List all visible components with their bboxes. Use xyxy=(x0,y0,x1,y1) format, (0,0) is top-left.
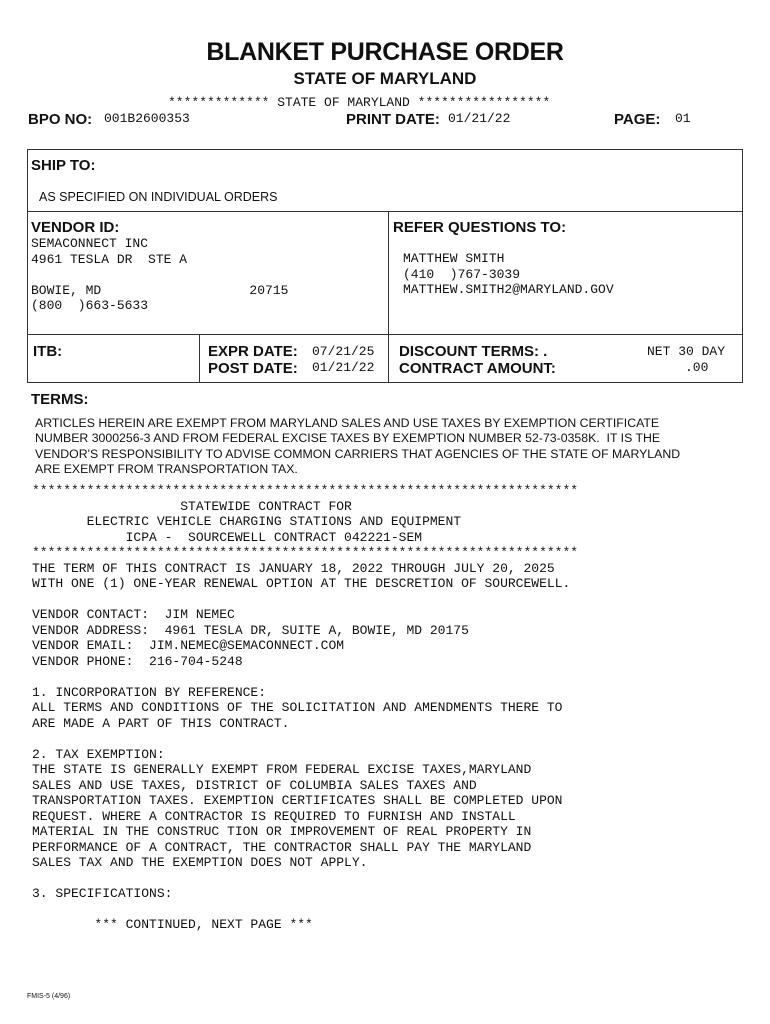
vendor-line: BOWIE, MD 20715 xyxy=(31,282,289,298)
divider-vertical-itb xyxy=(199,334,200,383)
post-date-value: 01/21/22 xyxy=(312,360,375,375)
itb-label: ITB: xyxy=(33,343,63,360)
terms-text: ARTICLES HEREIN ARE EXEMPT FROM MARYLAND SALES AND USE TAXES BY EXEMPTION CERTIFICATE NUMBER 3000256-3 AND FROM FEDERAL EXCISE TAXES BY EXEMPTION NUMBER 52-73-0358K. IT IS THE VENDOR'S RESPONSIBILITY TO ADVISE COMMON CARRIERS THAT AGENCIES OF THE STATE OF MARYLAND ARE EXEMPT FROM TRANSPORTATION TAX. xyxy=(35,416,681,476)
refer-line: MATTHEW.SMITH2@MARYLAND.GOV xyxy=(403,282,614,297)
document-subtitle: STATE OF MARYLAND xyxy=(293,69,477,88)
divider-shipto xyxy=(27,211,743,212)
page-value: 01 xyxy=(675,111,691,126)
expr-date-label: EXPR DATE: xyxy=(208,343,298,360)
terms-label: TERMS: xyxy=(31,391,89,408)
ship-to-value: AS SPECIFIED ON INDIVIDUAL ORDERS xyxy=(39,190,278,204)
print-date-label: PRINT DATE: xyxy=(346,111,440,128)
refer-questions-label: REFER QUESTIONS TO: xyxy=(393,219,567,236)
ship-to-label: SHIP TO: xyxy=(31,157,96,174)
vendor-line: SEMACONNECT INC xyxy=(31,236,149,251)
vendor-id-label: VENDOR ID: xyxy=(31,219,120,236)
vendor-line: (800 )663-5633 xyxy=(31,298,149,313)
bpo-number-label: BPO NO: xyxy=(28,111,93,128)
contract-body-text: ********************************************************************** STATEWIDE CONTRACT FOR ELECTRIC VEHICLE CHARGING STATIONS AND EQUIPMENT ICPA - SOURCEWELL CONTRACT 042221-SEM ********************************************************************** THE TERM OF THIS CONTRACT IS JANUARY 18, 2022 THROUGH JULY 20, 2025 WITH ONE (1) ONE-YEAR RENEWAL OPTION AT THE DESCRETION OF SOURCEWELL. VENDOR CONTACT: JIM NEMEC VENDOR ADDRESS: 4961 TESLA DR, SUITE A, BOWIE, MD 20175 VENDOR EMAIL: JIM.NEMEC@SEMACONNECT.COM VENDOR PHONE: 216-704-5248 1. INCORPORATION BY REFERENCE: ALL TERMS AND CONDITIONS OF THE SOLICITATION AND AMENDMENTS THERE TO ARE MADE A PART OF THIS CONTRACT. 2. TAX EXEMPTION: THE STATE IS GENERALLY EXEMPT FROM FEDERAL EXCISE TAXES,MARYLAND SALES AND USE TAXES, DISTRICT OF COLUMBIA SALES TAXES AND TRANSPORTATION TAXES. EXEMPTION CERTIFICATES SHALL BE COMPLETED UPON REQUEST. WHERE A CONTRACTOR IS REQUIRED TO FURNISH AND INSTALL MATERIAL IN THE CONSTRUC TION OR IMPROVEMENT OF REAL PROPERTY IN PERFORMANCE OF A CONTRACT, THE CONTRACTOR SHALL PAY THE MARYLAND SALES TAX AND THE EXEMPTION DOES NOT APPLY. 3. SPECIFICATIONS: *** CONTINUED, NEXT PAGE *** xyxy=(32,483,579,932)
vendor-line: 4961 TESLA DR STE A xyxy=(31,251,188,267)
post-date-label: POST DATE: xyxy=(208,360,298,377)
document-title: BLANKET PURCHASE ORDER xyxy=(206,38,564,66)
refer-contact-block xyxy=(403,251,614,298)
divider-vendor xyxy=(27,334,743,335)
discount-terms-value: NET 30 DAY xyxy=(647,344,726,359)
form-code: FMIS-5 (4/96) xyxy=(27,993,71,1000)
contract-amount-value: .00 xyxy=(685,360,709,375)
vendor-address-block xyxy=(31,236,288,314)
expr-date-value: 07/21/25 xyxy=(312,344,375,359)
page-label: PAGE: xyxy=(614,111,661,128)
divider-vertical-main xyxy=(388,211,389,383)
discount-terms-label: DISCOUNT TERMS: . xyxy=(399,343,548,360)
refer-line: (410 )767-3039 xyxy=(403,266,521,282)
refer-line: MATTHEW SMITH xyxy=(403,251,505,266)
bpo-number-value: 001B2600353 xyxy=(104,111,190,126)
stars-banner: ************* STATE OF MARYLAND ***************** xyxy=(168,95,551,110)
contract-amount-label: CONTRACT AMOUNT: xyxy=(399,360,556,377)
print-date-value: 01/21/22 xyxy=(448,111,511,126)
